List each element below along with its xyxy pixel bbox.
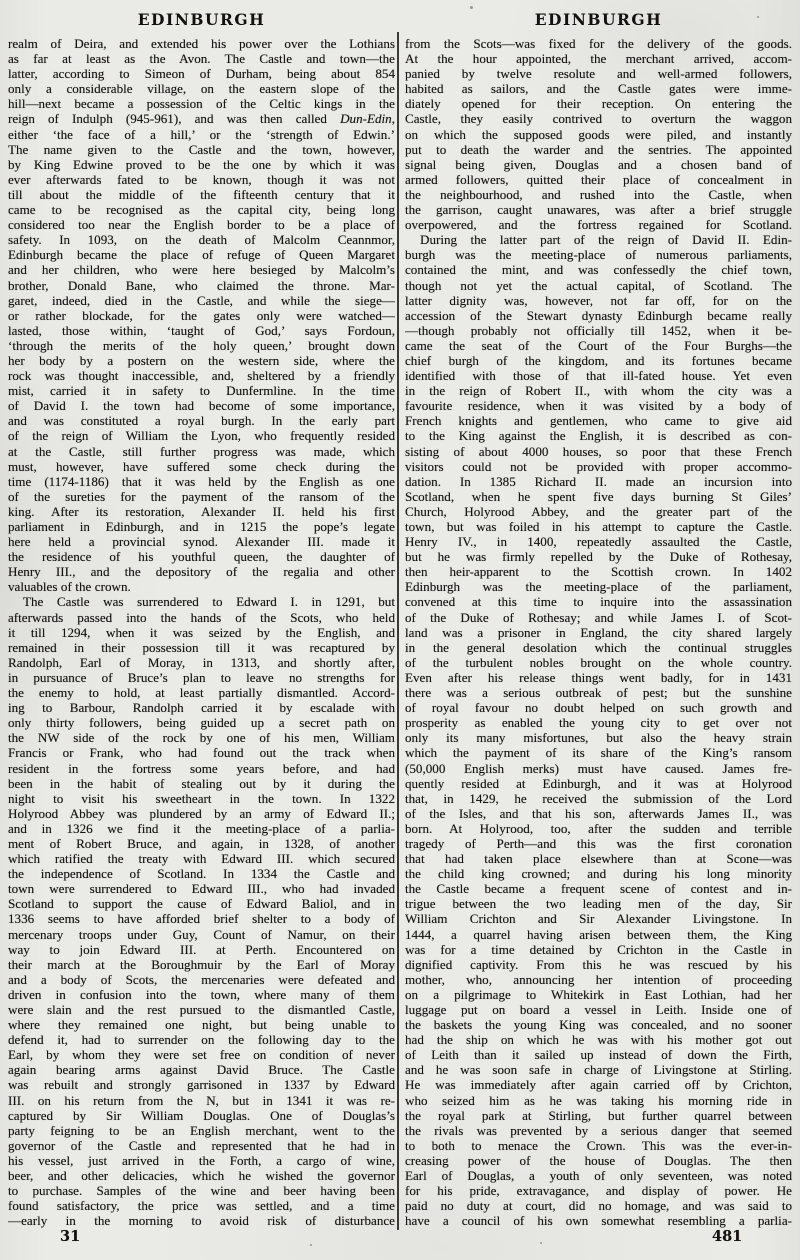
text-line: (50,000 English merks) must have caused. James fre- [405,760,792,776]
text-line: captured by Sir William Douglas. One of Douglas’s [8,1107,395,1123]
text-line: Randolph, Earl of Moray, in 1313, and shortly after, [8,654,395,670]
scan-speck [757,16,759,18]
text-line: and in 1326 we find it the meeting-place of a parlia- [8,820,395,836]
text-line: identified with those of that ill-fated house. Yet even [405,368,792,384]
text-line: convened at this time to inquire into the assassination [405,594,792,610]
text-line: Scotland, when he spent five days burning St Giles’ [405,488,792,504]
text-line: of David I. the town had become of some importance, [8,398,395,414]
running-header-right: EDINBURGH [534,10,663,29]
text-line: lasted, those within, ‘taught of God,’ says Fordoun, [8,322,395,338]
text-line: garet, indeed, died in the Castle, and while the siege— [8,292,395,308]
text-line: defend it, had to surrender on the following day to the [8,1032,395,1048]
page-number-right: 481 [712,1228,743,1245]
text-line: but he was firmly repelled by the Duke of Rothesay, [405,549,792,565]
text-line: Edinburgh became the place of refuge of Queen Margaret [8,247,395,263]
text-line: III. on his return from the N, but in 1341 it was re- [8,1092,395,1108]
text-line: as far at least as the Avon. The Castle and town—the [8,51,395,67]
text-line: the NW side of the rock by one of his men, William [8,730,395,746]
text-line: for his pride, extravagance, and display of power. He [405,1183,792,1199]
text-line: Henry IV., in 1400, repeatedly assaulted the Castle, [405,534,792,550]
text-line: in the general desolation which the continual struggles [405,639,792,655]
text-line: born. At Holyrood, too, after the sudden and terrible [405,820,792,836]
text-line: from the Scots—was fixed for the delivery of the goods. [405,36,792,51]
text-line: by King Edwine proved to be the one by which it was [8,156,395,172]
text-line: tragedy of Perth—and this was the first coronation [405,835,792,851]
text-line: in pursuance of Bruce’s plan to leave no strengths for [8,669,395,685]
text-line: parliament in Edinburgh, and in 1215 the pope’s legate [8,519,395,534]
text-line: habited as sailors, and the Castle gates were imme- [405,81,792,97]
text-line: the enemy to hold, at least partially dismantled. Accord- [8,685,395,701]
text-line: of the Duke of Rothesay; and while James I. of Scot- [405,609,792,625]
text-line: afterwards passed into the hands of the Scots, who held [8,609,395,625]
text-line: was for a time detained by Crichton in the Castle in [405,941,792,957]
text-line: only thirty followers, being guided up a secret path on [8,715,395,731]
text-line: ever afterwards fated to be known, though it was not [8,171,395,187]
text-line: safety. In 1093, on the death of Malcolm Ceannmor, [8,232,395,248]
text-line: the baskets the young King was concealed, and no sooner [405,1017,792,1033]
text-line: brother, Donald Bane, who claimed the throne. Mar- [8,277,395,293]
page-number-left: 31 [60,1228,81,1245]
text-line: must, however, have suffered some check during the [8,458,395,474]
text-line: visitors could not be provided with proper accommo- [405,458,792,474]
text-line: here held a provincial synod. Alexander III. made it [8,534,395,550]
text-line: though not yet the actual capital, of Scotland. The [405,277,792,293]
text-line: Scotland to support the cause of Edward Baliol, and in [8,896,395,912]
text-line: had the ship on which he was with his mother got out [405,1032,792,1048]
text-line: the rivals was prevented by a serious danger that seemed [405,1122,792,1138]
scan-speck [540,1242,542,1244]
text-line: was rebuilt and strongly garrisoned in 1337 by Edward [8,1077,395,1093]
text-line: luggage put on board a vessel in Leith. Inside one of [405,1002,792,1017]
text-line: till about the middle of the fifteenth century that it [8,186,395,202]
text-line: Earl, by whom they were set free on condition of never [8,1047,395,1063]
text-line: chief burgh of the kingdom, and its fortunes became [405,352,792,368]
text-line: that, in 1429, he received the submission of the Lord [405,790,792,806]
text-line: at the Castle, still further progress was made, which [8,443,395,459]
text-line: and her children, who were here besieged by Malcolm’s [8,262,395,278]
text-line: The name given to the Castle and the town, however, [8,141,395,157]
text-line: of Leith than it sailed up instead of down the Firth, [405,1047,792,1063]
text-line: of the sureties for the payment of the ransom of the [8,488,395,504]
text-line: The Castle was surrendered to Edward I. in 1291, but [23,594,395,610]
text-line: Church, Holyrood Abbey, and the greater part of the [405,503,792,519]
running-header-left: EDINBURGH [137,10,266,29]
text-line: way to join Edward III. at Perth. Encountered on [8,941,395,957]
text-line: dignified captivity. From this he was rescued by his [405,956,792,972]
text-line: trigue between the two leading men of the day, Sir [405,896,792,912]
text-line: to both to menace the Crown. This was the ever-in- [405,1137,792,1153]
text-line: latter, according to Simeon of Durham, being about 854 [8,66,395,82]
text-line: He was immediately after again carried off by Crichton, [405,1077,792,1093]
text-line: realm of Deira, and extended his power over the Lothians [8,36,395,51]
text-column-right [405,36,792,1228]
text-line: Earl of Douglas, a youth of only seventeen, was noted [405,1168,792,1184]
text-line: ment of Robert Bruce, and again, in 1328, of another [8,835,395,851]
text-line: —though probably not officially till 1452, when it be- [405,322,792,338]
text-line: resident in the fortress some years before, and had [8,760,395,776]
text-line: the royal park at Stirling, but further quarrel between [405,1107,792,1123]
text-line: accession of the Stewart dynasty Edinburgh became really [405,307,792,323]
text-line: hill—next became a possession of the Celtic kings in the [8,96,395,112]
text-line: burgh was the meeting-place of numerous parliaments, [405,247,792,263]
text-line: been in the habit of stealing out by it during the [8,775,395,791]
text-line: valuables of the crown. [8,579,131,595]
text-line: night to visit his sweetheart in the town. In 1322 [8,790,395,806]
text-line: Even after his release things went badly, for in 1431 [405,669,792,685]
text-line: party feigning to be an English merchant, went to the [8,1122,395,1138]
text-line: and a body of Scots, the mercenaries were defeated and [8,971,395,987]
text-line: the neighbourhood, and rushed into the Castle, when [405,186,792,202]
text-line: time (1174-1186) that it was held by the English as one [8,473,395,489]
text-line: favourite residence, when it was visited by a body of [405,398,792,414]
text-line: the garrison, caught unawares, was after a brief struggle [405,202,792,218]
text-line: latter dignity was, however, not far off, for on the [405,292,792,308]
text-line: 1444, a quarrel having arisen between them, the King [405,926,792,942]
scan-speck [310,1244,312,1246]
text-line: in the reign of Robert II., with whom the city was a [405,383,792,399]
text-line: beer, and other delicacies, which he wished the governor [8,1168,395,1184]
text-line: 1336 seems to have afforded brief shelter to a body of [8,911,395,927]
text-line: her body by a postern on the western side, where the [8,352,395,368]
text-line: ‘through the merits of the holy queen,’ brought down [8,337,395,353]
text-line: found satisfactory, the price was settled, and a time [8,1198,395,1214]
text-line: to purchase. Samples of the wine and beer having been [8,1183,395,1199]
text-line: Holyrood Abbey was plundered by an army of Edward II.; [8,805,395,821]
text-line: During the latter part of the reign of David II. Edin- [420,232,792,248]
text-line: came the seat of the Court of the Four Burghs—the [405,337,792,353]
text-line: dation. In 1385 Richard II. made an incursion into [405,473,792,489]
text-line: French knights and gentlemen, who came to give aid [405,413,792,429]
text-line: of the Isles, and that his son, afterwards James II., was [405,805,792,821]
scan-speck [470,6,473,9]
text-line: were slain and the rest pursued to the dismantled Castle, [8,1002,395,1017]
text-line: on a pilgrimage to Whitekirk in East Lothian, had her [405,986,792,1002]
text-line: —early in the morning to avoid risk of disturbance [8,1213,395,1229]
text-line: mercenary troops under Guy, Count of Namur, on their [8,926,395,942]
text-line: town, but was foiled in his attempt to capture the Castle. [405,519,792,534]
text-line: only its many misfortunes, but also the heavy strain [405,730,792,746]
text-line: of the turbulent nobles brought on the whole country. [405,654,792,670]
text-line: governor of the Castle and represented that he had in [8,1137,395,1153]
text-line: Castle, they easily contrived to overturn the waggon [405,111,792,127]
text-line: of royal favour no doubt helped on such growth and [405,700,792,716]
text-line: it till 1294, when it was seized by the English, and [8,624,395,640]
text-line: only a considerable village, on the eastern slope of the [8,81,395,97]
text-line: where they remained one night, but being unable to [8,1017,395,1033]
text-line: and was constituted a royal burgh. In the early part [8,413,395,429]
text-line: of the reign of William the Lyon, who frequently resided [8,428,395,444]
text-line: his vessel, just arrived in the Forth, a cargo of wine, [8,1152,395,1168]
text-line: the child king crowned; and during his long minority [405,866,792,882]
text-line: came to be recognised as the capital city, being long [8,202,395,218]
text-line: who seized him as he was taking his morning ride in [405,1092,792,1108]
text-line: the residence of his youthful queen, the daughter of [8,549,395,565]
text-line: creasing power of the house of Douglas. The then [405,1152,792,1168]
text-line: Edinburgh was the meeting-place of the parliament, [405,579,792,595]
text-column-left [8,36,395,1228]
text-line: on which the supposed goods were piled, and instantly [405,126,792,142]
text-line: land was a prisoner in England, the city shared largely [405,624,792,640]
text-line: paid no duty at court, did no homage, and was said to [405,1198,792,1214]
text-line: diately opened for their reception. On entering the [405,96,792,112]
text-line: there was a serious outbreak of pest; but the sunshine [405,685,792,701]
text-line: signal being given, Douglas and a chosen band of [405,156,792,172]
text-line: which ratified the treaty with Edward III. which secured [8,851,395,867]
text-line: the independence of Scotland. In 1334 the Castle and [8,866,395,882]
text-line: remained in their possession till it was recaptured by [8,639,395,655]
text-line: and he was soon safe in charge of Livingstone at Stirling. [405,1062,792,1078]
column-divider-rule [397,32,399,1230]
text-line: sisting of about 4000 houses, so poor that these French [405,443,792,459]
text-line: to the King against the English, it is described as con- [405,428,792,444]
text-line: panied by twelve resolute and well-armed followers, [405,66,792,82]
text-line: put to death the warder and the sentries. The appointed [405,141,792,157]
text-line: or rather blockade, for the gates only were watched— [8,307,395,323]
text-line: rock was thought inaccessible, and, sheltered by a friendly [8,368,395,384]
text-line: that had taken place elsewhere than at Scone—was [405,851,792,867]
text-line: armed followers, quitted their place of concealment in [405,171,792,187]
text-line: quently resided at Edinburgh, and it was at Holyrood [405,775,792,791]
text-line: At the hour appointed, the merchant arrived, accom- [405,51,792,67]
text-line: which the payment of its share of the King’s ransom [405,745,792,761]
text-line: prosperity as enabled the young city to get over not [405,715,792,731]
text-line: reign of Indulph (945-961), and was then called Dun-Edin, [8,111,395,127]
text-line: mist, carried it in safety to Dunfermline. In the time [8,383,395,399]
text-line: William Crichton and Sir Alexander Livingstone. In [405,911,792,927]
text-line: driven in confusion into the town, where many of them [8,986,395,1002]
text-line: town were surrendered to Edward III., who had invaded [8,881,395,897]
text-line: king. After its restoration, Alexander II. held his first [8,503,395,519]
text-line: again bearing arms against David Bruce. The Castle [8,1062,395,1078]
text-line: ing to Barbour, Randolph carried it by escalade with [8,700,395,716]
text-line: Francis or Frank, who had found out the track when [8,745,395,761]
text-line: Henry III., and the depository of the regalia and other [8,564,395,580]
text-line: the Castle became a frequent scene of contest and in- [405,881,792,897]
text-line: considered too near the English border to be a place of [8,217,395,233]
text-line: then heir-apparent to the Scottish crown. In 1402 [405,564,792,580]
text-line: have a council of his own somewhat resembling a parlia- [405,1213,792,1229]
text-line: mother, who, announcing her intention of proceeding [405,971,792,987]
text-line: their march at the Boroughmuir by the Earl of Moray [8,956,395,972]
text-line: either ‘the face of a hill,’ or the ‘strength of Edwin.’ [8,126,395,142]
text-line: contained the mint, and was confessedly the chief town, [405,262,792,278]
text-line: overpowered, and the fortress regained for Scotland. [405,217,792,233]
